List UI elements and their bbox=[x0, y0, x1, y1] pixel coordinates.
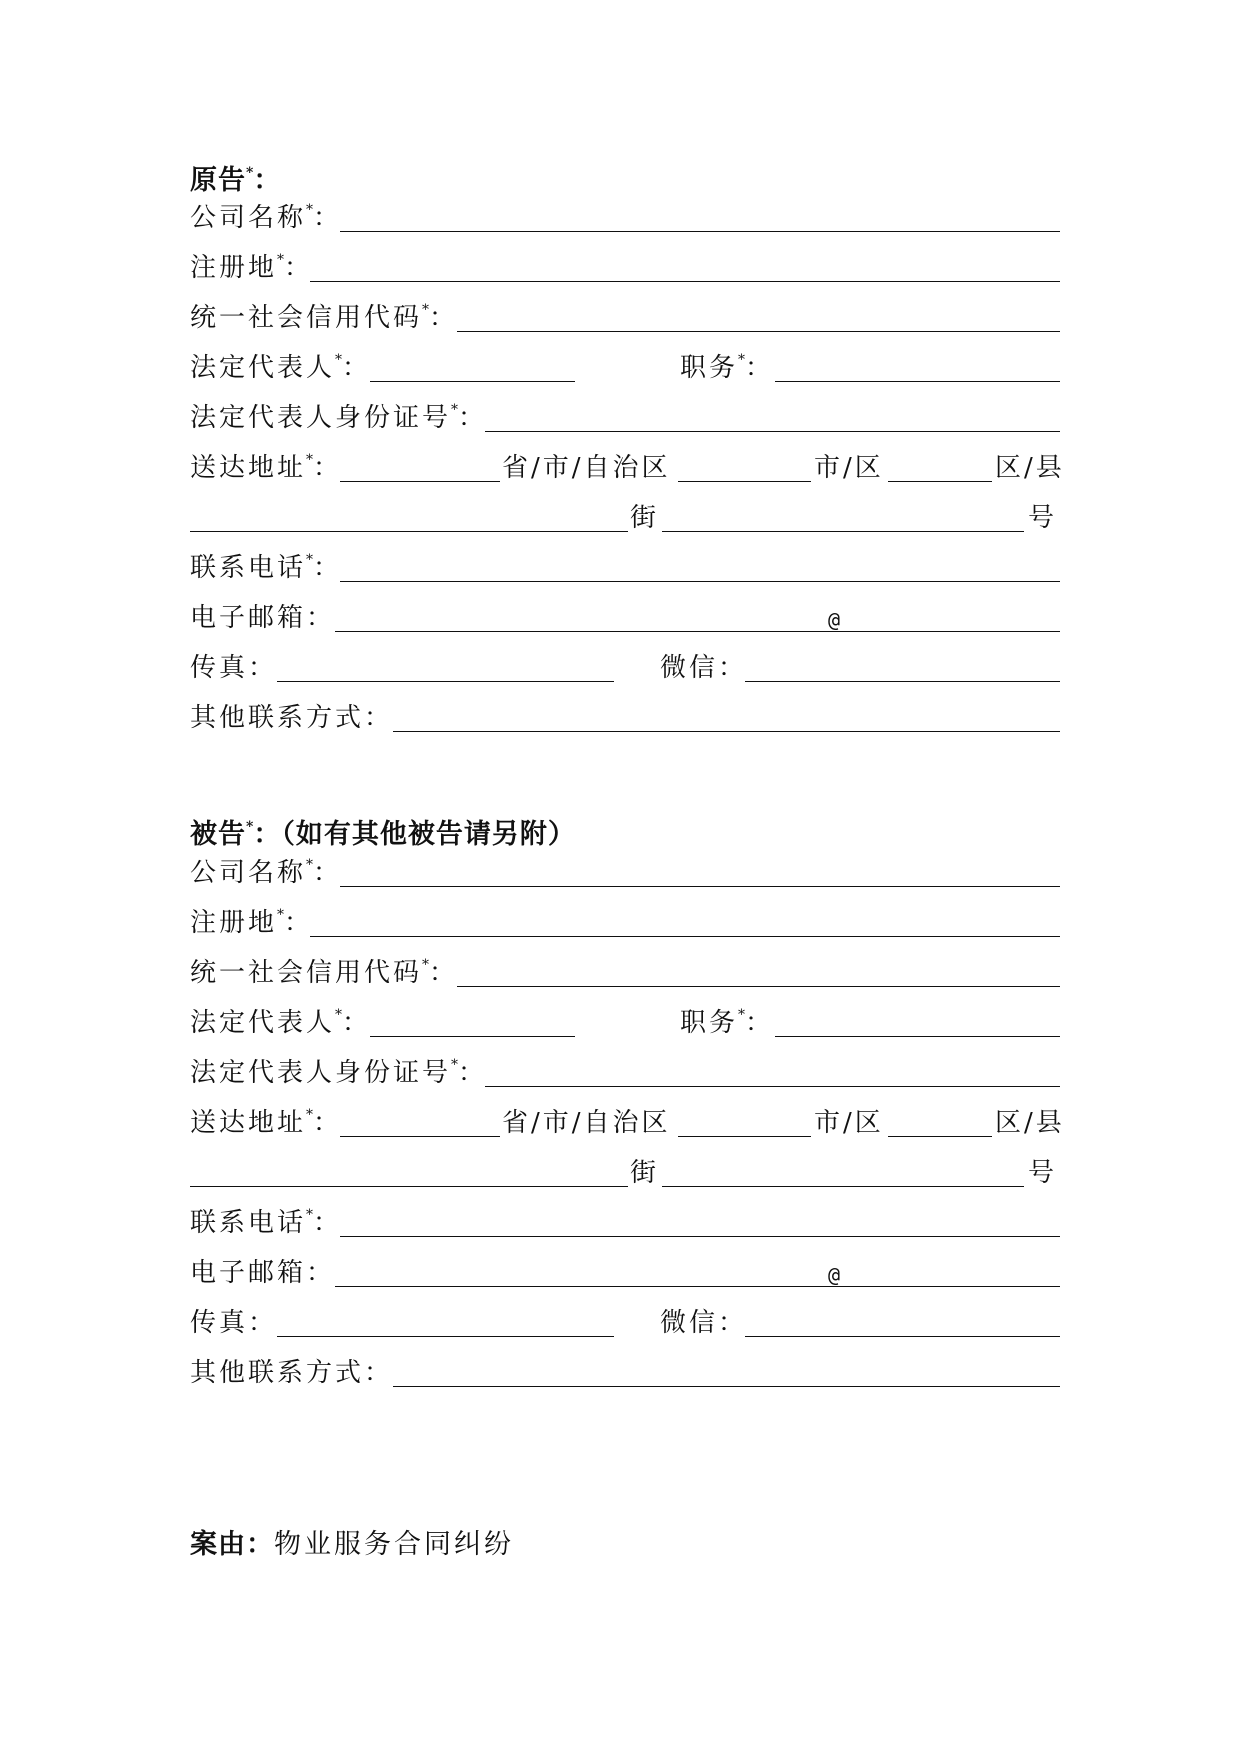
plaintiff-county-field[interactable] bbox=[888, 481, 992, 482]
phone-label: 联系电话*： bbox=[190, 552, 343, 583]
service-address-label: 送达地址*： bbox=[190, 452, 343, 483]
other-contact-label: 其他联系方式： bbox=[190, 1358, 394, 1388]
defendant-legal-rep-field[interactable] bbox=[370, 1036, 575, 1037]
cause-value: 物业服务合同纠纷 bbox=[274, 1529, 514, 1560]
cause-of-action bbox=[190, 1522, 514, 1561]
company-name-label: 公司名称*： bbox=[190, 857, 343, 888]
plaintiff-position-field[interactable] bbox=[775, 381, 1060, 382]
credit-code-label: 统一社会信用代码*： bbox=[190, 957, 459, 988]
email-at-sign: @ bbox=[828, 1263, 841, 1287]
plaintiff-legal-rep-field[interactable] bbox=[370, 381, 575, 382]
legal-rep-id-label: 法定代表人身份证号*： bbox=[190, 402, 488, 433]
city-label: 市/区 bbox=[814, 453, 884, 483]
defendant-registered-address-field[interactable] bbox=[310, 936, 1060, 937]
defendant-credit-code-row bbox=[190, 955, 1060, 995]
defendant-legal-rep-id-field[interactable] bbox=[485, 1086, 1060, 1087]
defendant-street-row bbox=[190, 1155, 1060, 1195]
plaintiff-province-field[interactable] bbox=[340, 481, 500, 482]
other-contact-label: 其他联系方式： bbox=[190, 703, 394, 733]
phone-label: 联系电话*： bbox=[190, 1207, 343, 1238]
defendant-phone-field[interactable] bbox=[340, 1236, 1060, 1237]
legal-rep-id-label: 法定代表人身份证号*： bbox=[190, 1057, 488, 1088]
defendant-registered-address-row bbox=[190, 905, 1060, 945]
defendant-company-name-field[interactable] bbox=[340, 886, 1060, 887]
plaintiff-heading: 原告*： bbox=[190, 165, 282, 196]
defendant-other-contact-row bbox=[190, 1355, 1060, 1395]
fax-label: 传真： bbox=[190, 653, 278, 683]
company-name-label: 公司名称*： bbox=[190, 202, 343, 233]
county-label: 区/县 bbox=[995, 1108, 1065, 1138]
cause-label: 案由： bbox=[190, 1529, 274, 1560]
position-label: 职务*： bbox=[680, 1007, 775, 1038]
plaintiff-street-row bbox=[190, 500, 1060, 540]
defendant-city-field[interactable] bbox=[678, 1136, 811, 1137]
defendant-email-field[interactable] bbox=[335, 1286, 1060, 1287]
plaintiff-registered-address-row bbox=[190, 250, 1060, 290]
street-label: 街 bbox=[630, 1158, 660, 1188]
defendant-legal-rep-row bbox=[190, 1005, 1060, 1045]
defendant-wechat-field[interactable] bbox=[745, 1336, 1060, 1337]
county-label: 区/县 bbox=[995, 453, 1065, 483]
plaintiff-service-address-row bbox=[190, 450, 1065, 490]
plaintiff-credit-code-row bbox=[190, 300, 1060, 340]
plaintiff-fax-wechat-row bbox=[190, 650, 1060, 690]
position-label: 职务*： bbox=[680, 352, 775, 383]
registered-address-label: 注册地*： bbox=[190, 907, 314, 938]
province-label: 省/市/自治区 bbox=[502, 1108, 671, 1138]
defendant-credit-code-field[interactable] bbox=[457, 986, 1060, 987]
wechat-label: 微信： bbox=[660, 1308, 748, 1338]
email-label: 电子邮箱： bbox=[190, 1258, 336, 1288]
plaintiff-company-name-field[interactable] bbox=[340, 231, 1060, 232]
email-at-sign: @ bbox=[828, 608, 841, 632]
plaintiff-phone-field[interactable] bbox=[340, 581, 1060, 582]
legal-rep-label: 法定代表人*： bbox=[190, 1007, 372, 1038]
plaintiff-phone-row bbox=[190, 550, 1060, 590]
defendant-fax-field[interactable] bbox=[277, 1336, 614, 1337]
plaintiff-other-contact-row bbox=[190, 700, 1060, 740]
defendant-county-field[interactable] bbox=[888, 1136, 992, 1137]
defendant-email-row bbox=[190, 1255, 1060, 1295]
plaintiff-legal-rep-row bbox=[190, 350, 1060, 390]
defendant-province-field[interactable] bbox=[340, 1136, 500, 1137]
plaintiff-email-field[interactable] bbox=[335, 631, 1060, 632]
plaintiff-fax-field[interactable] bbox=[277, 681, 614, 682]
plaintiff-number-field[interactable] bbox=[662, 531, 1024, 532]
defendant-legal-rep-id-row bbox=[190, 1055, 1060, 1095]
fax-label: 传真： bbox=[190, 1308, 278, 1338]
defendant-fax-wechat-row bbox=[190, 1305, 1060, 1345]
email-label: 电子邮箱： bbox=[190, 603, 336, 633]
plaintiff-legal-rep-id-field[interactable] bbox=[485, 431, 1060, 432]
credit-code-label: 统一社会信用代码*： bbox=[190, 302, 459, 333]
defendant-company-name-row bbox=[190, 855, 1060, 895]
wechat-label: 微信： bbox=[660, 653, 748, 683]
city-label: 市/区 bbox=[814, 1108, 884, 1138]
plaintiff-wechat-field[interactable] bbox=[745, 681, 1060, 682]
defendant-phone-row bbox=[190, 1205, 1060, 1245]
defendant-service-address-row bbox=[190, 1105, 1065, 1145]
plaintiff-registered-address-field[interactable] bbox=[310, 281, 1060, 282]
legal-rep-label: 法定代表人*： bbox=[190, 352, 372, 383]
plaintiff-credit-code-field[interactable] bbox=[457, 331, 1060, 332]
registered-address-label: 注册地*： bbox=[190, 252, 314, 283]
plaintiff-company-name-row bbox=[190, 200, 1060, 240]
number-label: 号 bbox=[1028, 1158, 1058, 1188]
defendant-number-field[interactable] bbox=[662, 1186, 1024, 1187]
defendant-street-field[interactable] bbox=[190, 1186, 628, 1187]
plaintiff-legal-rep-id-row bbox=[190, 400, 1060, 440]
plaintiff-city-field[interactable] bbox=[678, 481, 811, 482]
defendant-other-contact-field[interactable] bbox=[393, 1386, 1060, 1387]
defendant-heading: 被告*：（如有其他被告请另附） bbox=[190, 819, 576, 850]
service-address-label: 送达地址*： bbox=[190, 1107, 343, 1138]
plaintiff-email-row bbox=[190, 600, 1060, 640]
number-label: 号 bbox=[1028, 503, 1058, 533]
plaintiff-other-contact-field[interactable] bbox=[393, 731, 1060, 732]
plaintiff-street-field[interactable] bbox=[190, 531, 628, 532]
province-label: 省/市/自治区 bbox=[502, 453, 671, 483]
defendant-position-field[interactable] bbox=[775, 1036, 1060, 1037]
street-label: 街 bbox=[630, 503, 660, 533]
